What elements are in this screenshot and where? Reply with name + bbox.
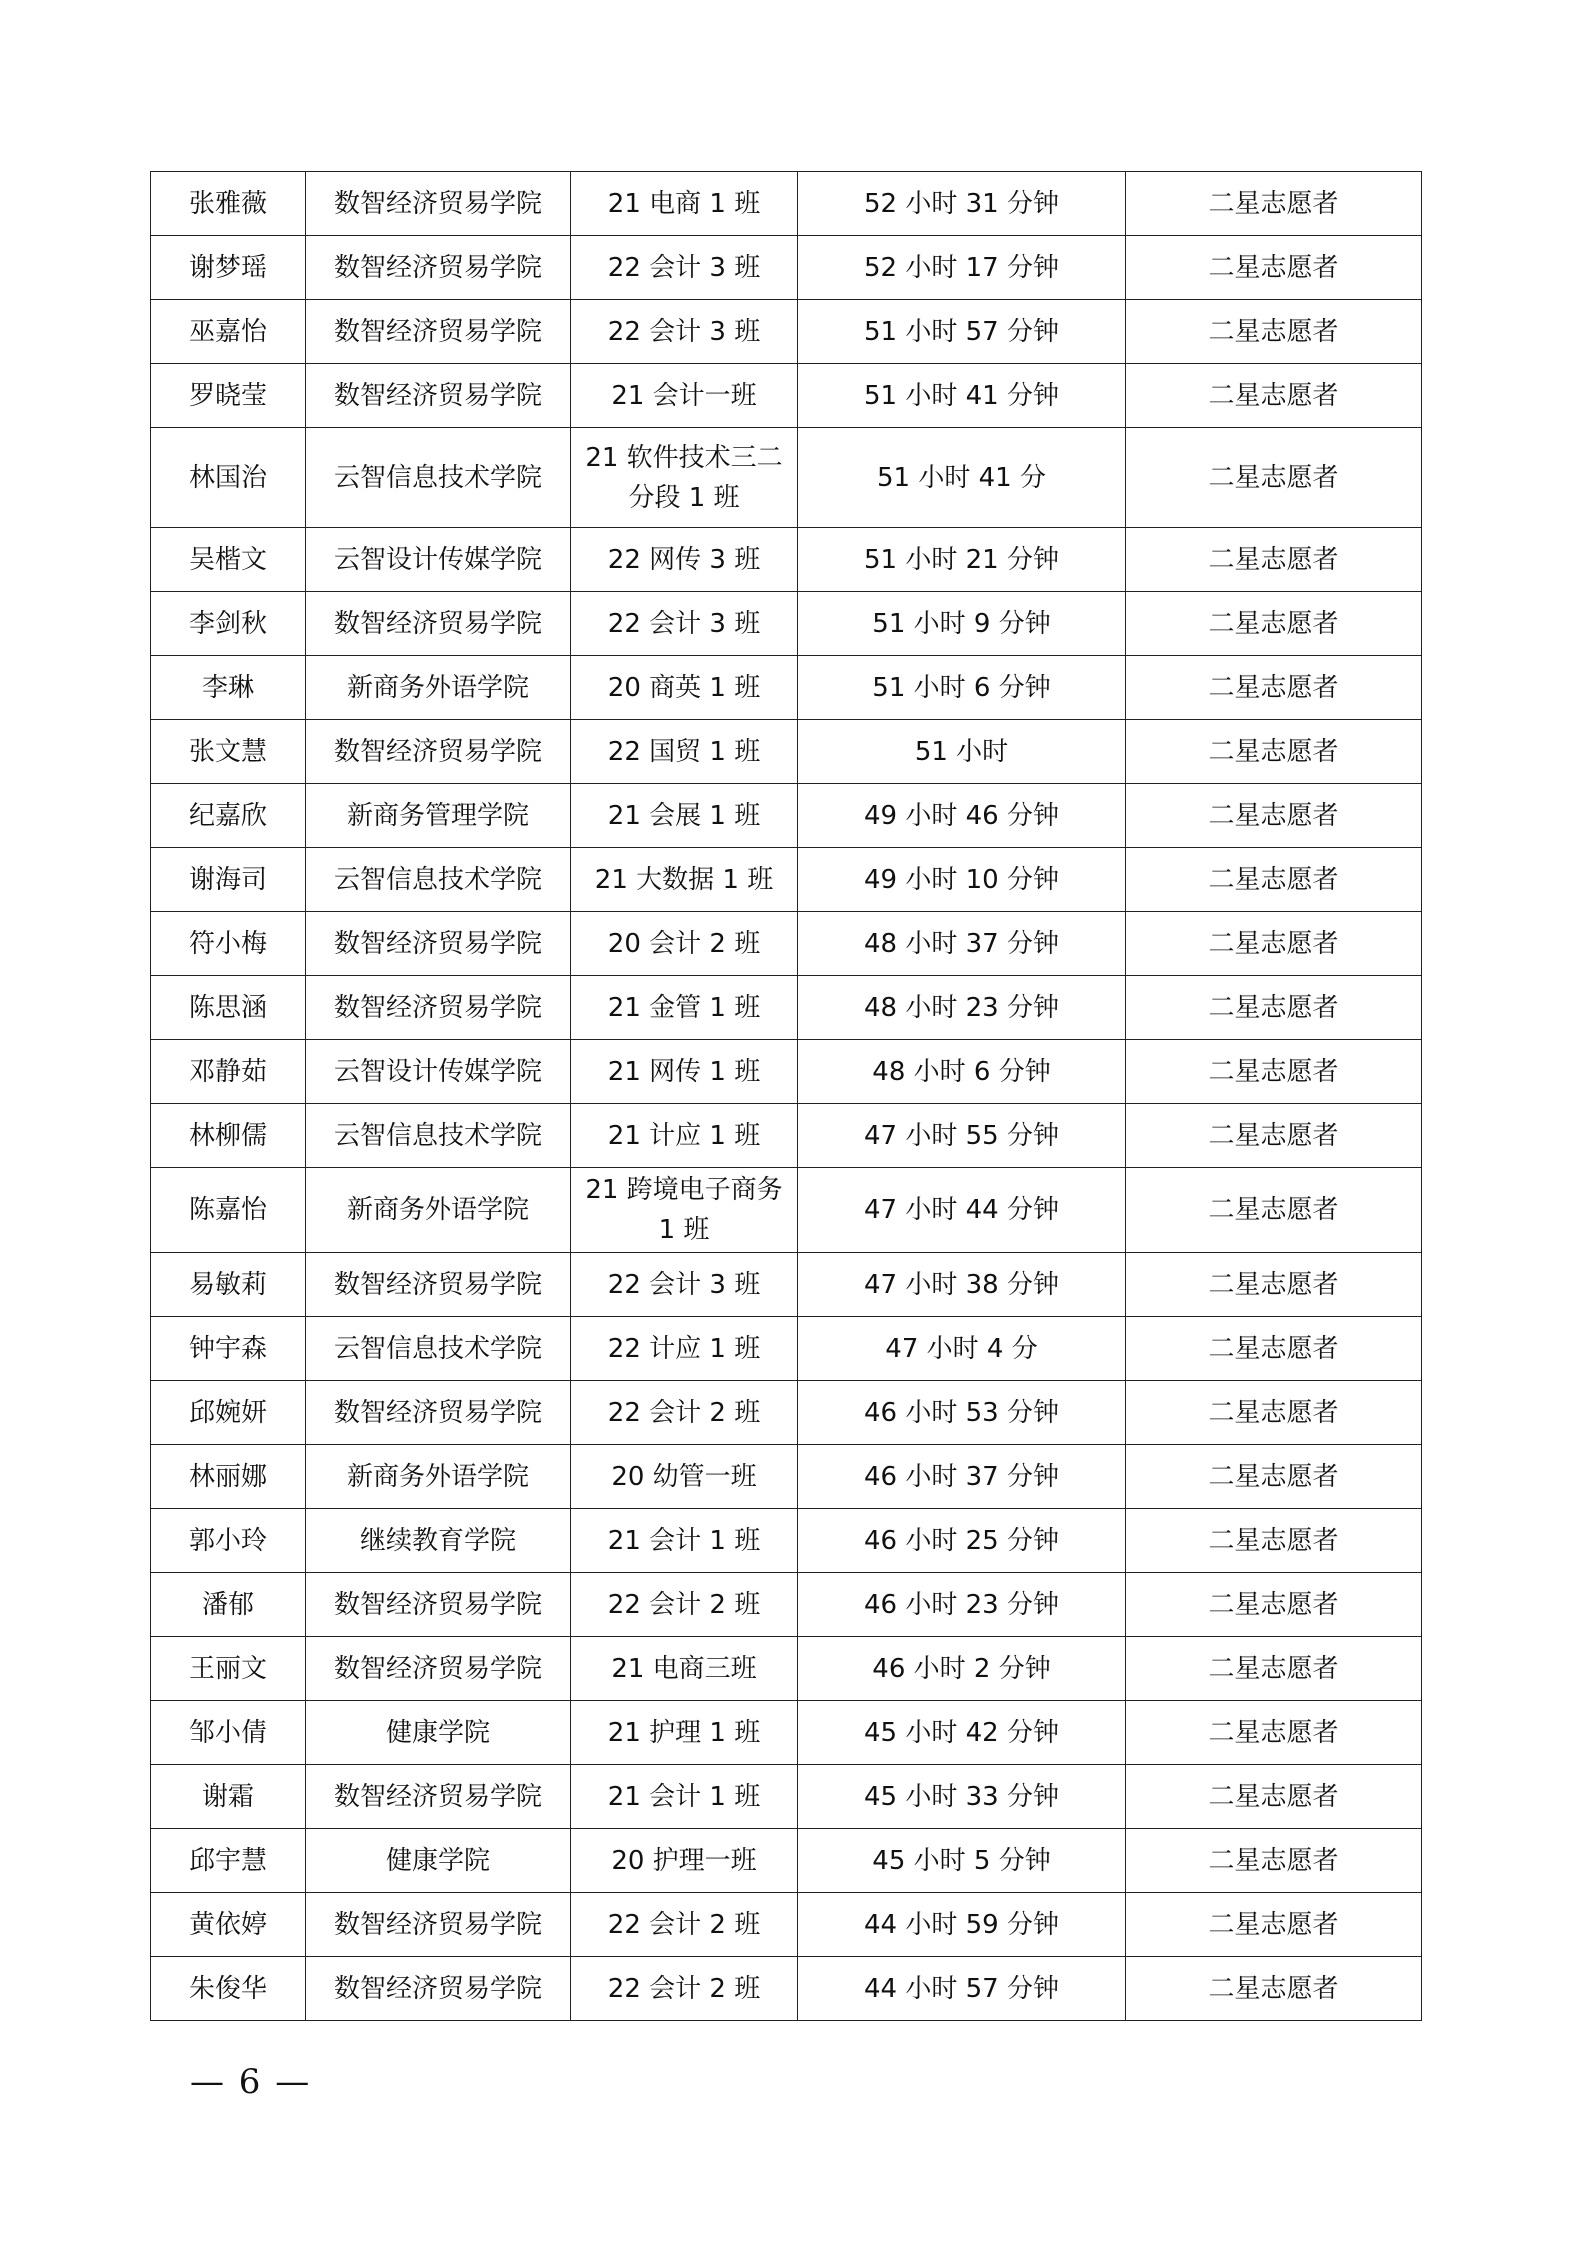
cell-college: 数智经济贸易学院	[306, 592, 571, 656]
cell-class: 20 商英 1 班	[571, 656, 798, 720]
cell-name: 张雅薇	[151, 172, 306, 236]
cell-level: 二星志愿者	[1126, 1701, 1422, 1765]
cell-level: 二星志愿者	[1126, 1104, 1422, 1168]
cell-name: 吴楷文	[151, 528, 306, 592]
cell-hours: 51 小时 41 分	[798, 428, 1126, 528]
cell-level: 二星志愿者	[1126, 364, 1422, 428]
cell-hours: 51 小时 9 分钟	[798, 592, 1126, 656]
cell-college: 云智信息技术学院	[306, 1104, 571, 1168]
cell-level: 二星志愿者	[1126, 1168, 1422, 1253]
cell-hours: 44 小时 59 分钟	[798, 1893, 1126, 1957]
cell-level: 二星志愿者	[1126, 912, 1422, 976]
cell-class: 22 会计 2 班	[571, 1381, 798, 1445]
table-row	[151, 848, 1422, 912]
cell-college: 健康学院	[306, 1701, 571, 1765]
table-row	[151, 1040, 1422, 1104]
table-row	[151, 1104, 1422, 1168]
cell-level: 二星志愿者	[1126, 1573, 1422, 1637]
cell-level: 二星志愿者	[1126, 172, 1422, 236]
page-number: — 6 —	[190, 2062, 312, 2102]
cell-hours: 52 小时 31 分钟	[798, 172, 1126, 236]
cell-name: 易敏莉	[151, 1253, 306, 1317]
cell-level: 二星志愿者	[1126, 720, 1422, 784]
cell-level: 二星志愿者	[1126, 1893, 1422, 1957]
cell-class: 20 幼管一班	[571, 1445, 798, 1509]
table-row	[151, 1893, 1422, 1957]
table-row	[151, 1637, 1422, 1701]
cell-class: 22 会计 3 班	[571, 592, 798, 656]
table-row	[151, 656, 1422, 720]
cell-college: 云智设计传媒学院	[306, 1040, 571, 1104]
cell-class: 22 会计 3 班	[571, 300, 798, 364]
cell-name: 朱俊华	[151, 1957, 306, 2021]
cell-hours: 45 小时 5 分钟	[798, 1829, 1126, 1893]
cell-college: 云智信息技术学院	[306, 1317, 571, 1381]
cell-college: 云智信息技术学院	[306, 848, 571, 912]
table-row	[151, 720, 1422, 784]
cell-level: 二星志愿者	[1126, 848, 1422, 912]
table-row	[151, 784, 1422, 848]
cell-class: 22 计应 1 班	[571, 1317, 798, 1381]
table-row	[151, 1957, 1422, 2021]
cell-class: 21 会计 1 班	[571, 1765, 798, 1829]
cell-name: 林丽娜	[151, 1445, 306, 1509]
cell-hours: 47 小时 4 分	[798, 1317, 1126, 1381]
table-row	[151, 1445, 1422, 1509]
cell-class: 21 会计一班	[571, 364, 798, 428]
cell-hours: 46 小时 23 分钟	[798, 1573, 1126, 1637]
cell-college: 数智经济贸易学院	[306, 1957, 571, 2021]
cell-class: 22 网传 3 班	[571, 528, 798, 592]
cell-class: 22 会计 3 班	[571, 236, 798, 300]
table-body	[151, 172, 1422, 2021]
cell-hours: 48 小时 23 分钟	[798, 976, 1126, 1040]
table-row	[151, 528, 1422, 592]
cell-college: 继续教育学院	[306, 1509, 571, 1573]
cell-college: 新商务外语学院	[306, 656, 571, 720]
cell-college: 数智经济贸易学院	[306, 236, 571, 300]
table-row	[151, 976, 1422, 1040]
table-row	[151, 428, 1422, 528]
cell-hours: 49 小时 46 分钟	[798, 784, 1126, 848]
cell-class: 21 计应 1 班	[571, 1104, 798, 1168]
cell-level: 二星志愿者	[1126, 656, 1422, 720]
cell-name: 钟宇森	[151, 1317, 306, 1381]
cell-name: 符小梅	[151, 912, 306, 976]
cell-name: 林柳儒	[151, 1104, 306, 1168]
cell-class: 22 会计 3 班	[571, 1253, 798, 1317]
cell-class: 21 会展 1 班	[571, 784, 798, 848]
cell-college: 云智信息技术学院	[306, 428, 571, 528]
cell-hours: 51 小时 41 分钟	[798, 364, 1126, 428]
cell-college: 数智经济贸易学院	[306, 364, 571, 428]
cell-name: 林国治	[151, 428, 306, 528]
cell-hours: 52 小时 17 分钟	[798, 236, 1126, 300]
cell-level: 二星志愿者	[1126, 1253, 1422, 1317]
cell-class: 21 电商 1 班	[571, 172, 798, 236]
cell-level: 二星志愿者	[1126, 1509, 1422, 1573]
cell-hours: 45 小时 42 分钟	[798, 1701, 1126, 1765]
cell-hours: 46 小时 53 分钟	[798, 1381, 1126, 1445]
cell-hours: 51 小时 6 分钟	[798, 656, 1126, 720]
cell-college: 数智经济贸易学院	[306, 172, 571, 236]
cell-class: 21 网传 1 班	[571, 1040, 798, 1104]
cell-college: 新商务外语学院	[306, 1445, 571, 1509]
cell-name: 黄依婷	[151, 1893, 306, 1957]
cell-college: 数智经济贸易学院	[306, 976, 571, 1040]
cell-level: 二星志愿者	[1126, 976, 1422, 1040]
cell-name: 谢霜	[151, 1765, 306, 1829]
cell-college: 数智经济贸易学院	[306, 1381, 571, 1445]
cell-name: 谢梦瑶	[151, 236, 306, 300]
cell-class: 21 会计 1 班	[571, 1509, 798, 1573]
cell-name: 王丽文	[151, 1637, 306, 1701]
cell-college: 数智经济贸易学院	[306, 1253, 571, 1317]
volunteer-table	[150, 171, 1422, 2021]
table-row	[151, 1573, 1422, 1637]
cell-level: 二星志愿者	[1126, 1445, 1422, 1509]
cell-hours: 46 小时 37 分钟	[798, 1445, 1126, 1509]
cell-college: 数智经济贸易学院	[306, 912, 571, 976]
cell-class: 21 大数据 1 班	[571, 848, 798, 912]
table-row	[151, 1253, 1422, 1317]
cell-level: 二星志愿者	[1126, 1040, 1422, 1104]
cell-class: 21 软件技术三二分段 1 班	[571, 428, 798, 528]
table-row	[151, 172, 1422, 236]
cell-college: 数智经济贸易学院	[306, 1637, 571, 1701]
cell-name: 纪嘉欣	[151, 784, 306, 848]
cell-name: 潘郁	[151, 1573, 306, 1637]
table-row	[151, 592, 1422, 656]
cell-college: 数智经济贸易学院	[306, 1893, 571, 1957]
cell-name: 郭小玲	[151, 1509, 306, 1573]
cell-name: 罗晓莹	[151, 364, 306, 428]
cell-class: 21 电商三班	[571, 1637, 798, 1701]
cell-class: 22 会计 2 班	[571, 1957, 798, 2021]
cell-name: 邓静茹	[151, 1040, 306, 1104]
table-row	[151, 1765, 1422, 1829]
table-row	[151, 1381, 1422, 1445]
cell-name: 陈嘉怡	[151, 1168, 306, 1253]
table-row	[151, 364, 1422, 428]
cell-college: 云智设计传媒学院	[306, 528, 571, 592]
cell-class: 21 护理 1 班	[571, 1701, 798, 1765]
cell-hours: 48 小时 37 分钟	[798, 912, 1126, 976]
cell-level: 二星志愿者	[1126, 1829, 1422, 1893]
cell-name: 邱婉妍	[151, 1381, 306, 1445]
cell-level: 二星志愿者	[1126, 528, 1422, 592]
cell-hours: 44 小时 57 分钟	[798, 1957, 1126, 2021]
table-row	[151, 912, 1422, 976]
cell-class: 20 会计 2 班	[571, 912, 798, 976]
cell-college: 数智经济贸易学院	[306, 300, 571, 364]
cell-hours: 47 小时 44 分钟	[798, 1168, 1126, 1253]
cell-name: 李琳	[151, 656, 306, 720]
cell-name: 谢海司	[151, 848, 306, 912]
cell-name: 陈思涵	[151, 976, 306, 1040]
cell-level: 二星志愿者	[1126, 1765, 1422, 1829]
cell-hours: 46 小时 2 分钟	[798, 1637, 1126, 1701]
table-row	[151, 1829, 1422, 1893]
table-row	[151, 300, 1422, 364]
cell-hours: 49 小时 10 分钟	[798, 848, 1126, 912]
table-row	[151, 1168, 1422, 1253]
cell-college: 新商务管理学院	[306, 784, 571, 848]
cell-name: 邱宇慧	[151, 1829, 306, 1893]
cell-class: 22 会计 2 班	[571, 1573, 798, 1637]
cell-hours: 45 小时 33 分钟	[798, 1765, 1126, 1829]
cell-class: 21 金管 1 班	[571, 976, 798, 1040]
cell-college: 健康学院	[306, 1829, 571, 1893]
cell-college: 数智经济贸易学院	[306, 1573, 571, 1637]
cell-level: 二星志愿者	[1126, 236, 1422, 300]
table-row	[151, 1317, 1422, 1381]
cell-level: 二星志愿者	[1126, 1317, 1422, 1381]
cell-name: 张文慧	[151, 720, 306, 784]
cell-level: 二星志愿者	[1126, 1957, 1422, 2021]
cell-hours: 46 小时 25 分钟	[798, 1509, 1126, 1573]
cell-college: 新商务外语学院	[306, 1168, 571, 1253]
cell-hours: 51 小时 57 分钟	[798, 300, 1126, 364]
cell-college: 数智经济贸易学院	[306, 1765, 571, 1829]
cell-hours: 51 小时	[798, 720, 1126, 784]
cell-hours: 48 小时 6 分钟	[798, 1040, 1126, 1104]
cell-hours: 47 小时 38 分钟	[798, 1253, 1126, 1317]
cell-class: 22 国贸 1 班	[571, 720, 798, 784]
cell-name: 邹小倩	[151, 1701, 306, 1765]
cell-level: 二星志愿者	[1126, 784, 1422, 848]
cell-level: 二星志愿者	[1126, 1637, 1422, 1701]
cell-class: 21 跨境电子商务 1 班	[571, 1168, 798, 1253]
cell-level: 二星志愿者	[1126, 1381, 1422, 1445]
cell-name: 李剑秋	[151, 592, 306, 656]
table-row	[151, 1509, 1422, 1573]
cell-name: 巫嘉怡	[151, 300, 306, 364]
cell-level: 二星志愿者	[1126, 300, 1422, 364]
cell-class: 20 护理一班	[571, 1829, 798, 1893]
table-row	[151, 236, 1422, 300]
cell-class: 22 会计 2 班	[571, 1893, 798, 1957]
cell-level: 二星志愿者	[1126, 592, 1422, 656]
cell-hours: 51 小时 21 分钟	[798, 528, 1126, 592]
cell-level: 二星志愿者	[1126, 428, 1422, 528]
cell-hours: 47 小时 55 分钟	[798, 1104, 1126, 1168]
cell-college: 数智经济贸易学院	[306, 720, 571, 784]
table-row	[151, 1701, 1422, 1765]
